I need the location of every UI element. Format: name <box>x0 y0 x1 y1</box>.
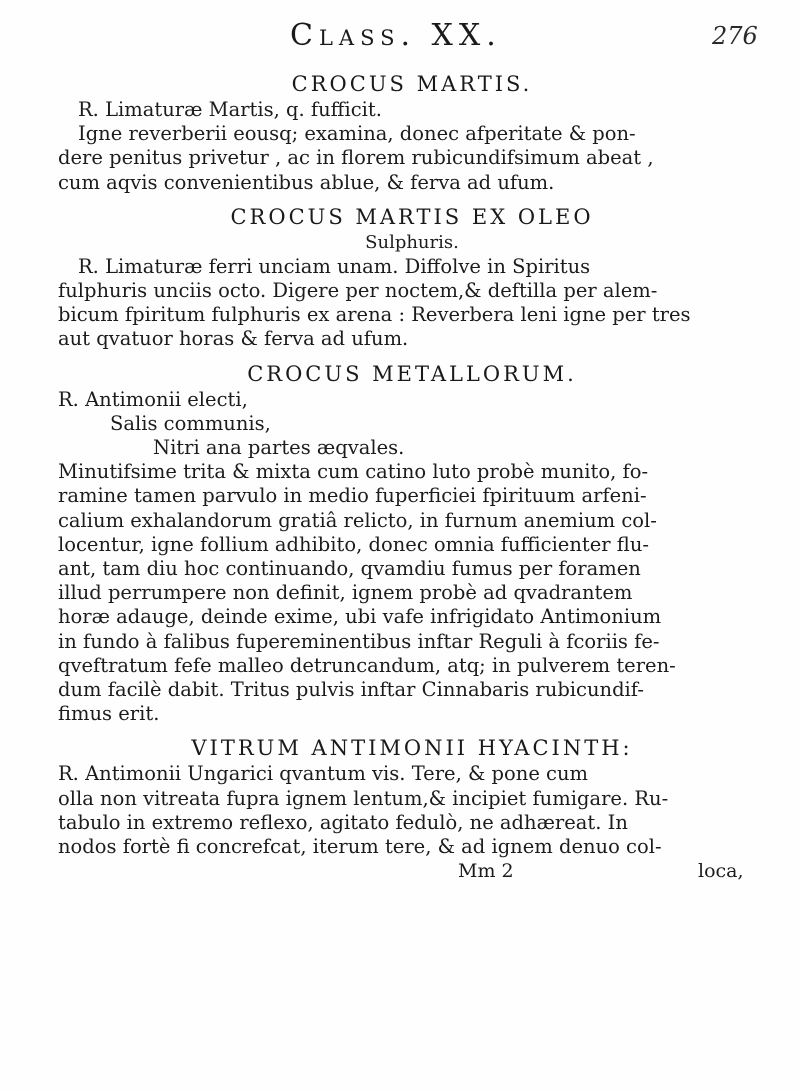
text-line: olla non vitreata fupra ignem lentum,& incipiet fumigare. Ru- <box>58 786 669 810</box>
catchword: loca, <box>698 860 744 883</box>
page-number: 276 <box>712 22 758 50</box>
text-line: R. Limaturæ ferri unciam unam. Diffolve in Spiritus <box>78 254 591 278</box>
ingredient-line: R. Antimonii electi, <box>58 387 248 411</box>
section-heading: CROCUS MARTIS EX OLEO <box>230 204 594 229</box>
text-line: aut qvatuor horas & ferva ad ufum. <box>58 327 409 351</box>
text-line: tabulo in extremo reflexo, agitato fedulò, ne adhæreat. In <box>58 810 628 834</box>
section-vitrum-antimonii <box>58 734 766 859</box>
text-line: calium exhalandorum gratiâ relicto, in furnum anemium col- <box>58 508 657 532</box>
ingredient-line: Nitri ana partes æqvales. <box>153 436 405 460</box>
running-head-title: Class. XX. <box>290 18 502 53</box>
section-crocus-metallorum <box>58 360 766 727</box>
text-line: R. Limaturæ Martis, q. fufficit. <box>78 98 382 121</box>
text-line: Minutifsime trita & mixta cum catino luto probè munito, fo- <box>58 460 649 484</box>
ingredient-line: Salis communis, <box>110 411 271 435</box>
text-line: illud perrumpere non definit, ignem probè ad qvadrantem <box>58 581 633 605</box>
text-line: bicum fpiritum fulphuris ex arena : Reverbera leni igne per tres <box>58 303 691 327</box>
section-crocus-martis <box>58 70 766 195</box>
text-line: cum aqvis convenientibus ablue, & ferva ad ufum. <box>58 170 555 194</box>
text-line: nodos fortè fi concrefcat, iterum tere, & ad ignem denuo col- <box>58 835 662 859</box>
text-line: locentur, igne follium adhibito, donec omnia fufficienter flu- <box>58 532 649 556</box>
text-line: fulphuris unciis octo. Digere per noctem,& deftilla per alem- <box>58 279 658 303</box>
signature-mark: Mm 2 <box>458 860 514 883</box>
section-heading: CROCUS MARTIS. <box>291 72 533 96</box>
text-line: horæ adauge, deinde exime, ubi vafe infrigidato Antimonium <box>58 605 662 629</box>
text-line: in fundo à falibus fupereminentibus inftar Reguli à fcoriis fe- <box>58 629 660 653</box>
running-head <box>0 14 800 54</box>
text-line: fimus erit. <box>58 702 160 726</box>
text-line: dum facilè dabit. Tritus pulvis inftar Cinnabaris rubicundif- <box>58 678 644 702</box>
section-crocus-martis-ex-oleo <box>58 203 766 352</box>
section-heading: CROCUS METALLORUM. <box>247 361 577 386</box>
text-line: Igne reverberii eousq; examina, donec afperitate & pon- <box>78 122 636 146</box>
text-line: qveftratum fefe malleo detruncandum, atq; in pulverem teren- <box>58 653 676 677</box>
section-heading: VITRUM ANTIMONII HYACINTH: <box>191 736 633 761</box>
page-footer <box>58 859 766 883</box>
text-line: ramine tamen parvulo in medio fuperficiei fpirituum arfeni- <box>58 484 647 508</box>
text-line: R. Antimonii Ungarici qvantum vis. Tere, & pone cum <box>58 762 589 786</box>
text-line: ant, tam diu hoc continuando, qvamdiu fumus per foramen <box>58 557 641 581</box>
page-body <box>58 66 766 883</box>
section-subheading: Sulphuris. <box>365 231 459 253</box>
text-line: dere penitus privetur , ac in florem rubicundifsimum abeat , <box>58 146 654 170</box>
